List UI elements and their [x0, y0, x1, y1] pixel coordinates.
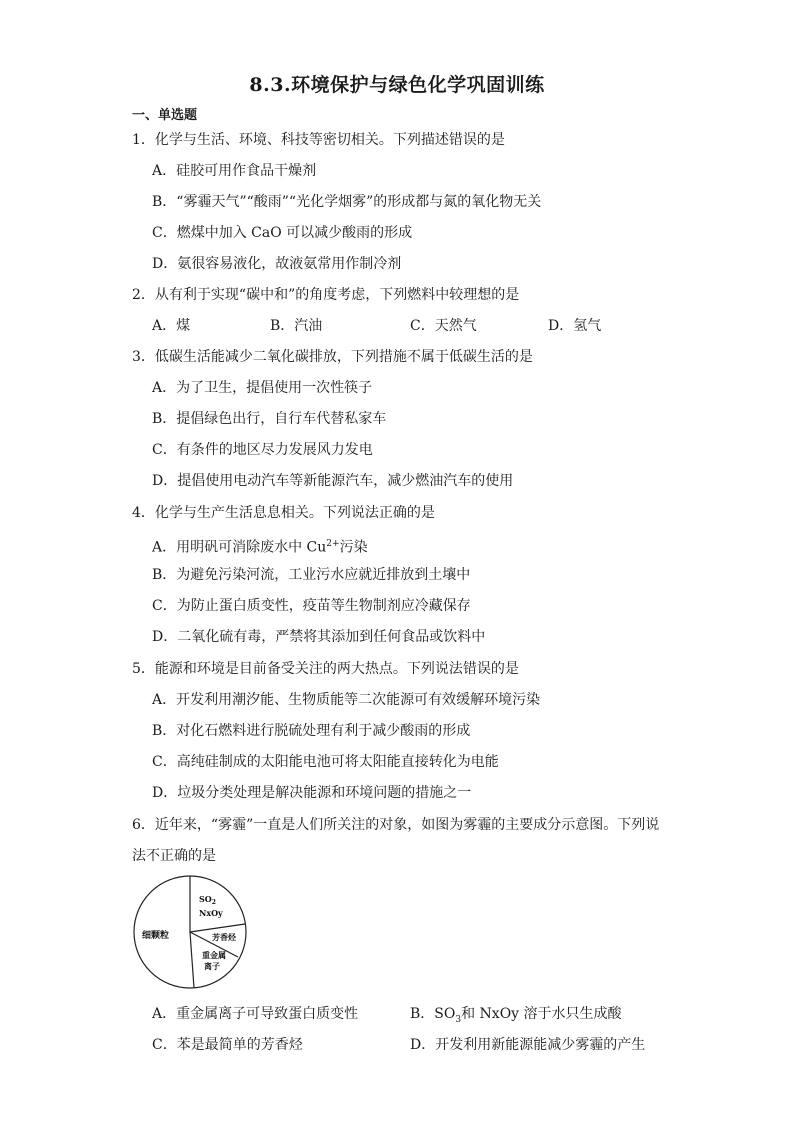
question-1-option-a: A．硅胶可用作食品干燥剂	[152, 163, 317, 179]
question-3-stem: 3．低碳生活能减少二氧化碳排放，下列措施不属于低碳生活的是	[132, 349, 533, 365]
question-4-option-a-charge: 2+	[326, 539, 340, 549]
pie-label-heavy-metal-1: 重金属	[202, 950, 226, 960]
question-6-option-a: A．重金属离子可导致蛋白质变性	[152, 1006, 359, 1022]
question-2-option-a: A．煤	[152, 318, 191, 334]
question-3-option-d: D．提倡使用电动汽车等新能源汽车，减少燃油汽车的使用	[152, 473, 514, 489]
question-5-option-d: D．垃圾分类处理是解决能源和环境问题的措施之一	[152, 785, 472, 801]
section-heading: 一、单选题	[132, 108, 198, 123]
question-4-stem: 4．化学与生产生活息息相关。下列说法正确的是	[132, 505, 435, 521]
question-5-option-c: C．高纯硅制成的太阳能电池可将太阳能直接转化为电能	[152, 754, 499, 770]
question-4-option-a	[152, 534, 368, 558]
question-1-option-d: D．氨很容易液化，故液氨常用作制冷剂	[152, 256, 402, 272]
pie-label-heavy-metal-2: 离子	[204, 961, 220, 971]
question-4-option-d: D．二氧化硫有毒，严禁将其添加到任何食品或饮料中	[152, 629, 486, 645]
pie-label-so2: $SO_2$	[199, 894, 216, 906]
question-5-stem: 5．能源和环境是目前备受关注的两大热点。下列说法错误的是	[132, 661, 519, 677]
question-3-option-b: B．提倡绿色出行，自行车代替私家车	[152, 411, 387, 427]
question-1-option-b: B．“雾霾天气”“酸雨”“光化学烟雾”的形成都与氮的氧化物无关	[152, 194, 542, 210]
question-6-option-b-text: B．SO	[410, 1006, 456, 1022]
question-4-option-a-text: A．用明矾可消除废水中 Cu	[152, 539, 327, 556]
question-6-option-c: C．苯是最简单的芳香烃	[152, 1037, 303, 1053]
question-2-stem: 2．从有利于实现“碳中和”的角度考虑，下列燃料中较理想的是	[132, 287, 520, 303]
page-title: 8.3.环境保护与绿色化学巩固训练	[249, 74, 545, 96]
pie-label-aromatic: 芳香烃	[212, 932, 236, 942]
question-6-option-b-sub: 3	[455, 1014, 462, 1025]
question-4-option-b: B．为避免污染河流，工业污水应就近排放到土壤中	[152, 567, 471, 583]
question-2-option-c: C．天然气	[410, 318, 477, 334]
question-6-stem-line-1: 6．近年来，“雾霾”一直是人们所关注的对象，如图为雾霾的主要成分示意图。下列说	[132, 817, 660, 833]
question-5-option-a: A．开发利用潮汐能、生物质能等二次能源可有效缓解环境污染	[152, 692, 541, 708]
question-1-stem: 1．化学与生活、环境、科技等密切相关。下列描述错误的是	[132, 132, 505, 148]
question-6-stem-line-2: 法不正确的是	[132, 848, 216, 864]
question-5-option-b: B．对化石燃料进行脱硫处理有利于减少酸雨的形成	[152, 723, 471, 739]
question-1-option-c: C．燃煤中加入 CaO 可以减少酸雨的形成	[152, 225, 413, 241]
pie-label-fine-particles: 细颗粒	[142, 931, 170, 941]
question-3-option-c: C．有条件的地区尽力发展风力发电	[152, 442, 373, 458]
question-6-option-b	[410, 1004, 622, 1030]
question-6-option-b-tail: 和 NxOy 溶于水只生成酸	[461, 1006, 622, 1022]
question-6-option-d: D．开发利用新能源能减少雾霾的产生	[410, 1037, 646, 1053]
question-4-option-a-tail: 污染	[339, 539, 368, 556]
question-3-option-a: A．为了卫生，提倡使用一次性筷子	[152, 380, 373, 396]
pie-label-nxoy: NxOy	[199, 908, 223, 918]
question-4-option-c: C．为防止蛋白质变性，疫苗等生物制剂应冷藏保存	[152, 598, 471, 614]
question-2-option-d: D．氢气	[548, 318, 602, 334]
question-2-option-b: B．汽油	[270, 318, 323, 334]
haze-composition-pie	[130, 872, 250, 992]
